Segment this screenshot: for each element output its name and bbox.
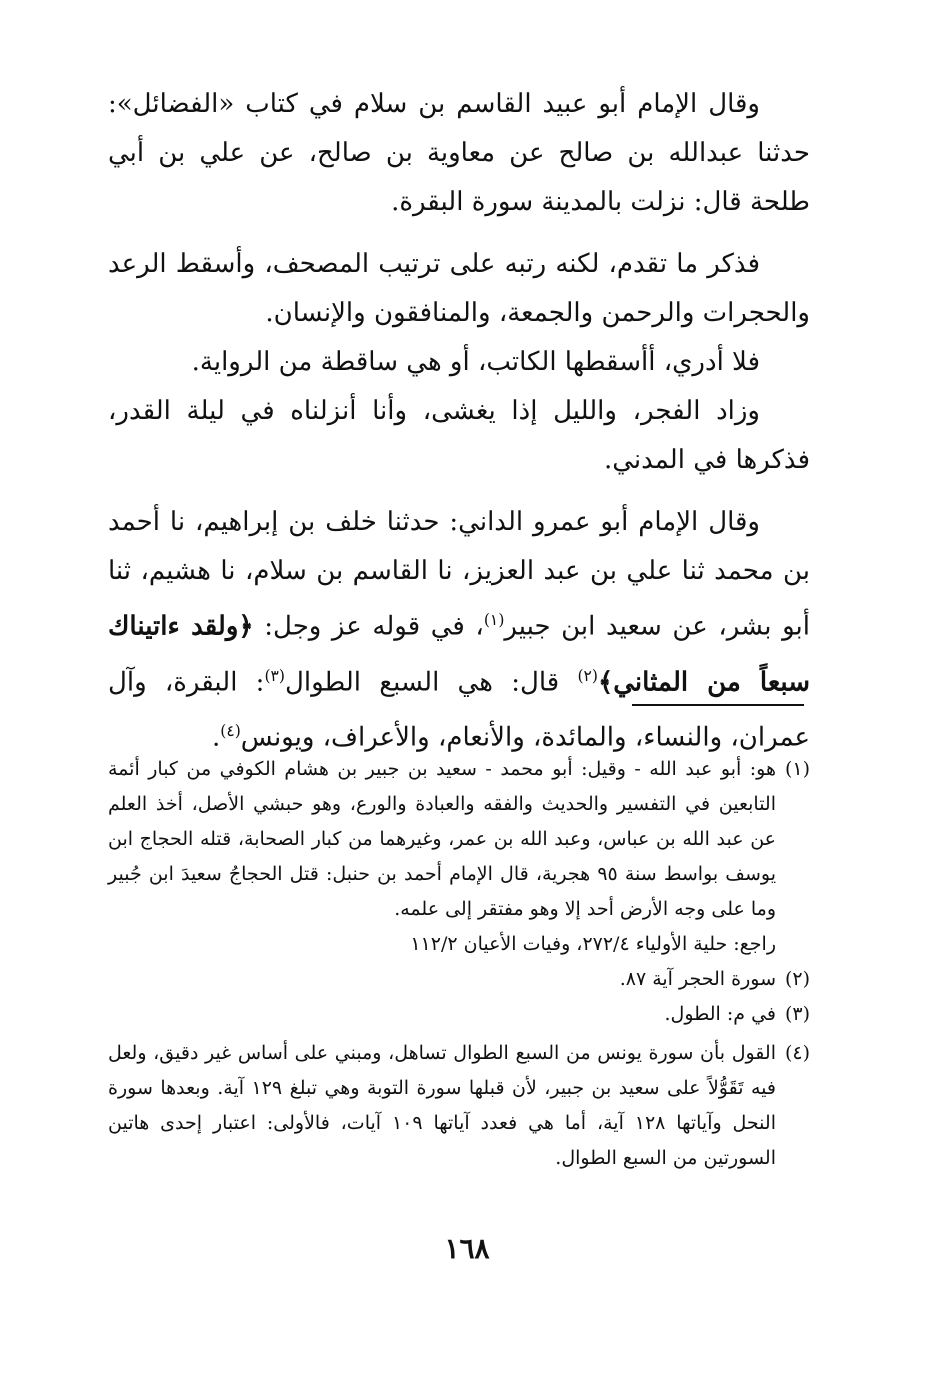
footnote-4	[108, 1036, 810, 1176]
footnote-number-1: (١)	[784, 758, 810, 780]
footnote-1-reference: راجع: حلية الأولياء ٢٧٢/٤، وفيات الأعيان ١١٢/٢	[410, 933, 776, 955]
footnote-text-3: في م: الطول.	[664, 1003, 776, 1025]
paragraph-5	[108, 498, 810, 763]
paragraph-3: فلا أدري، أأسقطها الكاتب، أو هي ساقطة من الرواية.	[191, 347, 760, 377]
footnote-number-4: (٤)	[784, 1042, 810, 1064]
footnote-number-2: (٢)	[784, 968, 810, 990]
footnote-number-3: (٣)	[784, 1003, 810, 1025]
footnote-3	[108, 997, 810, 1032]
paragraph-5-text-2: ، في قوله عز وجل:	[253, 611, 484, 642]
footnote-text-2: سورة الحجر آية ٨٧.	[619, 968, 776, 990]
paragraph-1: وقال الإمام أبو عبيد القاسم بن سلام في كتاب «الفضائل»: حدثنا عبدالله بن صالح عن معاوية بن صالح، عن علي بن أبي طلحة قال: نزلت بالمدينة سورة البقرة.	[108, 89, 810, 217]
footnote-separator	[632, 704, 804, 706]
paragraph-5-text-5: .	[211, 722, 221, 753]
footnote-ref-4: (٤)	[220, 722, 241, 741]
page-number: ١٦٨	[444, 1232, 490, 1265]
paragraph-5-text-3: قال: هي السبع الطوال	[285, 667, 578, 698]
footnote-2	[108, 962, 810, 997]
quranic-verse: ﴿ولقد ءاتيناك سبعاً من المثاني﴾	[108, 611, 810, 698]
footnote-text-1: هو: أبو عبد الله - وقيل: أبو محمد - سعيد بن جبير بن هشام الكوفي من كبار أئمة التابعين في التفسير والحديث والفقه والعبادة والورع، وهو حبشي الأصل، أخذ العلم عن عبد الله بن عباس، وعبد الله بن عمر، وغيرهما من كبار الصحابة، قتله الحجاج ابن يوسف بواسط سنة ٩٥ هجرية، قال الإمام أحمد بن حنبل: قتل الحجاجُ سعيدَ ابن جُبير وما على وجه الأرض أحد إلا وهو مفتقر إلى علمه.	[108, 758, 776, 920]
paragraph-2: فذكر ما تقدم، لكنه رتبه على ترتيب المصحف، وأسقط الرعد والحجرات والرحمن والجمعة، والمنافقون والإنسان.	[108, 249, 810, 328]
footnote-ref-1: (١)	[483, 611, 505, 629]
main-text	[108, 80, 810, 776]
paragraph-5-text-1: وقال الإمام أبو عمرو الداني: حدثنا خلف بن إبراهيم، نا أحمد بن محمد ثنا علي بن عبد العزيز، نا القاسم بن سلام، نا هشيم، ثنا أبو بشر، عن سعيد ابن جبير	[108, 507, 810, 642]
footnote-ref-2: (٢)	[577, 666, 599, 685]
footnote-ref-3: (٣)	[264, 666, 286, 685]
paragraph-4: وزاد الفجر، والليل إذا يغشى، وأنا أنزلناه في ليلة القدر، فذكرها في المدني.	[108, 396, 810, 475]
footnotes	[108, 752, 810, 1180]
footnote-1	[108, 752, 810, 927]
footnote-text-4: القول بأن سورة يونس من السبع الطوال تساهل، ومبني على أساس غير دقيق، ولعل فيه تَقَوُّلاً على سعيد بن جبير، لأن قبلها سورة التوبة وهي تبلغ ١٢٩ آية. وبعدها سورة النحل وآياتها ١٢٨ آية، أما هي فعدد آياتها ١٠٩ آيات، فالأولى: اعتبار إحدى هاتين السورتين من السبع الطوال.	[108, 1042, 776, 1169]
paragraph-5-text-4: : البقرة، وآل عمران، والنساء، والمائدة، والأنعام، والأعراف، ويونس	[108, 667, 810, 753]
